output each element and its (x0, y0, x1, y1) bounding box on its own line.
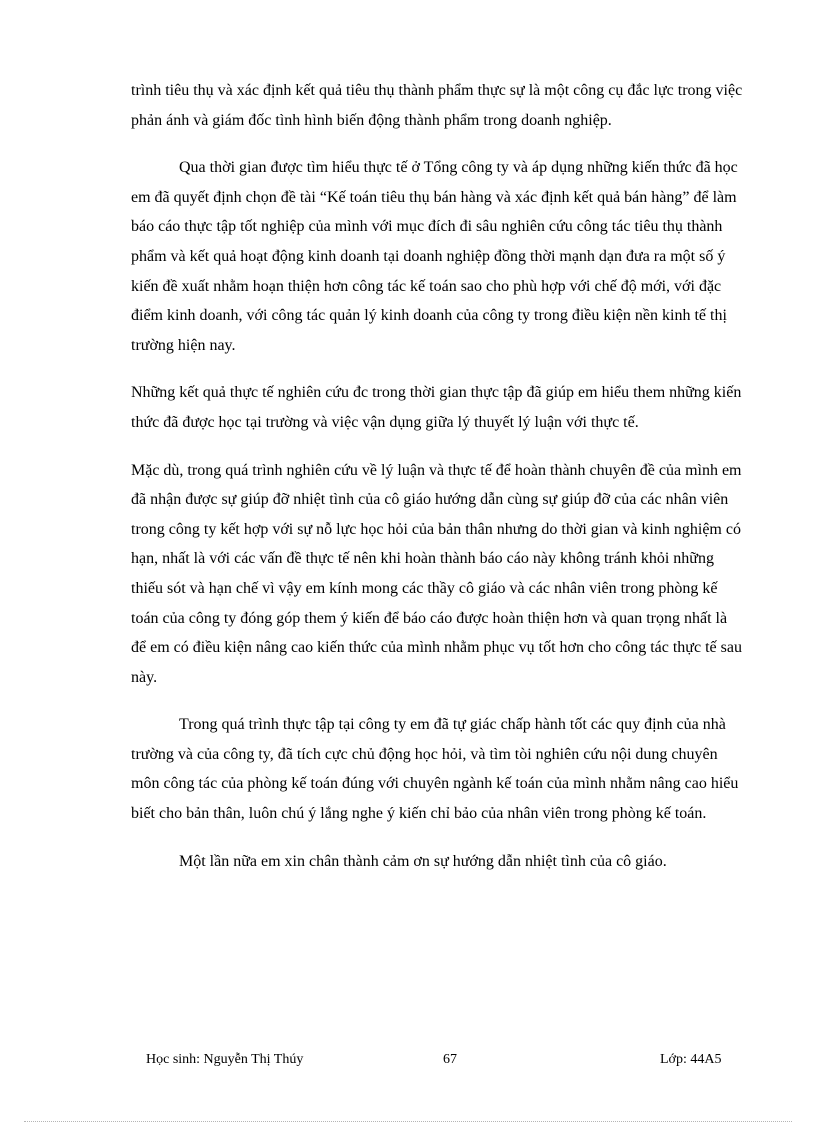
document-body (131, 76, 743, 876)
paragraph-closing-thanks: Một lần nữa em xin chân thành cảm ơn sự hướng dẫn nhiệt tình của cô giáo. (179, 852, 667, 870)
paragraph-topic-choice: Qua thời gian được tìm hiểu thực tế ở Tổng công ty và áp dụng những kiến thức đã học em đã quyết định chọn đề tài “Kế toán tiêu thụ bán hàng và xác định kết quả bán hàng” để làm báo cáo thực tập tốt nghiệp của mình với mục đích đi sâu nghiên cứu công tác tiêu thụ thành phẩm và kết quả hoạt động kinh doanh tại doanh nghiệp đồng thời mạnh dạn đưa ra một số ý kiến đề xuất nhằm hoạn thiện hơn công tác kế toán sao cho phù hợp với chế độ mới, với đặc điểm kinh doanh, với công tác quản lý kinh doanh của công ty trong điều kiện nền kinh tế thị trường hiện nay. (131, 159, 738, 354)
paragraph-results: Những kết quả thực tế nghiên cứu đc trong thời gian thực tập đã giúp em hiểu them những kiến thức đã được học tại trường và việc vận dụng giữa lý thuyết lý luận với thực tế. (131, 384, 742, 431)
page-footer (0, 1052, 816, 1072)
page-bottom-divider (24, 1121, 792, 1122)
paragraph-acknowledgement: Mặc dù, trong quá trình nghiên cứu về lý luận và thực tế để hoàn thành chuyên đề của mình em đã nhận được sự giúp đỡ nhiệt tình của cô giáo hướng dẫn cùng sự giúp đỡ của các nhân viên trong công ty kết hợp với sự nỗ lực học hỏi của bản thân nhưng do thời gian và kinh nghiệm có hạn, nhất là với các vấn đề thực tế nên khi hoàn thành báo cáo này không tránh khỏi những thiếu sót và hạn chế vì vậy em kính mong các thầy cô giáo và các nhân viên trong phòng kế toán của công ty đóng góp them ý kiến để báo cáo được hoàn thiện hơn và quan trọng nhất là để em có điều kiện nâng cao kiến thức của mình nhằm phục vụ tốt hơn cho công tác thực tế sau này. (131, 461, 742, 686)
footer-student-name: Học sinh: Nguyễn Thị Thúy (146, 1052, 304, 1067)
paragraph-intro-continuation: trình tiêu thụ và xác định kết quả tiêu thụ thành phẩm thực sự là một công cụ đắc lực trong việc phản ánh và giám đốc tình hình biến động thành phẩm trong doanh nghiệp. (131, 82, 743, 129)
paragraph-internship-conduct: Trong quá trình thực tập tại công ty em đã tự giác chấp hành tốt các quy định của nhà trường và của công ty, đã tích cực chủ động học hỏi, và tìm tòi nghiên cứu nội dung chuyên môn công tác của phòng kế toán đúng với chuyên ngành kế toán của mình nhằm nâng cao hiểu biết cho bản thân, luôn chú ý lắng nghe ý kiến chỉ bảo của nhân viên trong phòng kế toán. (131, 716, 739, 823)
footer-class-label: Lớp: 44A5 (660, 1052, 722, 1067)
footer-page-number: 67 (443, 1052, 457, 1067)
